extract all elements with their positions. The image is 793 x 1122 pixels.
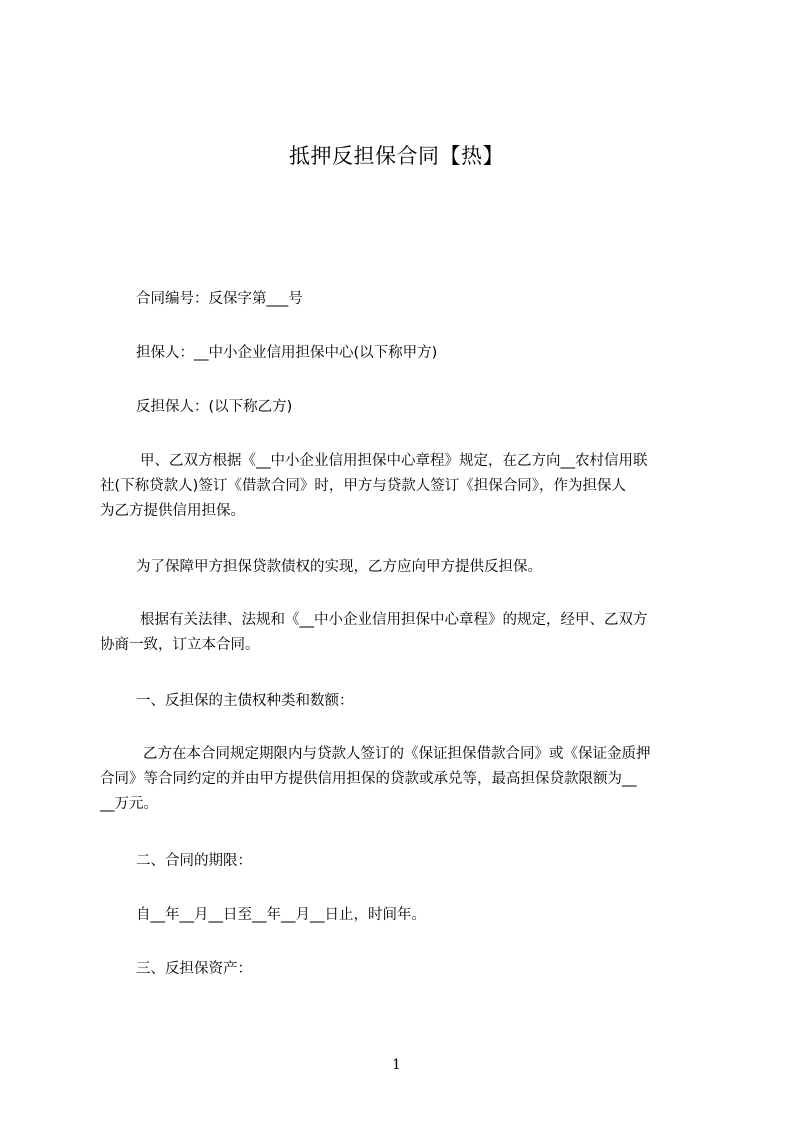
paragraph-line: 自__年__月__日至__年__月__日止，时间年。 [136, 907, 426, 923]
paragraph-line: 担保人：__中小企业信用担保中心(以下称甲方) [136, 345, 438, 361]
guarantor-paragraph [136, 341, 736, 366]
section-heading-1 [136, 689, 736, 714]
paragraph-line: 为了保障甲方担保贷款债权的实现，乙方应向甲方提供反担保。 [136, 559, 542, 575]
paragraph-line: 根据有关法律、法规和《__中小企业信用担保中心章程》的规定，经甲、乙双方 [140, 612, 648, 628]
basis-paragraph [100, 608, 700, 658]
paragraph-line: 合同》等合同约定的并由甲方提供信用担保的贷款或承兑等，最高担保贷款限额为__ [100, 771, 637, 787]
counter-guarantor-paragraph [136, 395, 736, 420]
paragraph-line: 一、反担保的主债权种类和数额： [136, 693, 354, 709]
paragraph-line: 为乙方提供信用担保。 [100, 503, 245, 519]
section-1-body [100, 742, 700, 817]
paragraph-line: 社(下称贷款人)签订《借款合同》时，甲方与贷款人签订《担保合同》，作为担保人 [100, 478, 627, 494]
paragraph-line: 三、反担保资产： [136, 961, 252, 977]
section-heading-3 [136, 957, 736, 982]
section-heading-2 [136, 849, 736, 874]
document-title: 抵押反担保合同【热】 [289, 144, 504, 168]
recitals-paragraph [100, 449, 700, 524]
paragraph-line: 甲、乙双方根据《__中小企业信用担保中心章程》规定，在乙方向__农村信用联 [140, 453, 648, 469]
purpose-paragraph [136, 555, 736, 580]
paragraph-line: __万元。 [100, 796, 158, 812]
paragraph-line: 反担保人：(以下称乙方) [136, 399, 293, 415]
paragraph-line: 二、合同的期限： [136, 853, 252, 869]
paragraph-line: 协商一致，订立本合同。 [100, 637, 260, 653]
page-number: 1 [392, 1057, 401, 1073]
paragraph-line: 乙方在本合同规定期限内与贷款人签订的《保证担保借款合同》或《保证金质押 [143, 746, 651, 762]
contract-number-paragraph [136, 287, 736, 312]
section-2-body [136, 903, 736, 928]
paragraph-line: 合同编号：反保字第___号 [136, 291, 303, 307]
